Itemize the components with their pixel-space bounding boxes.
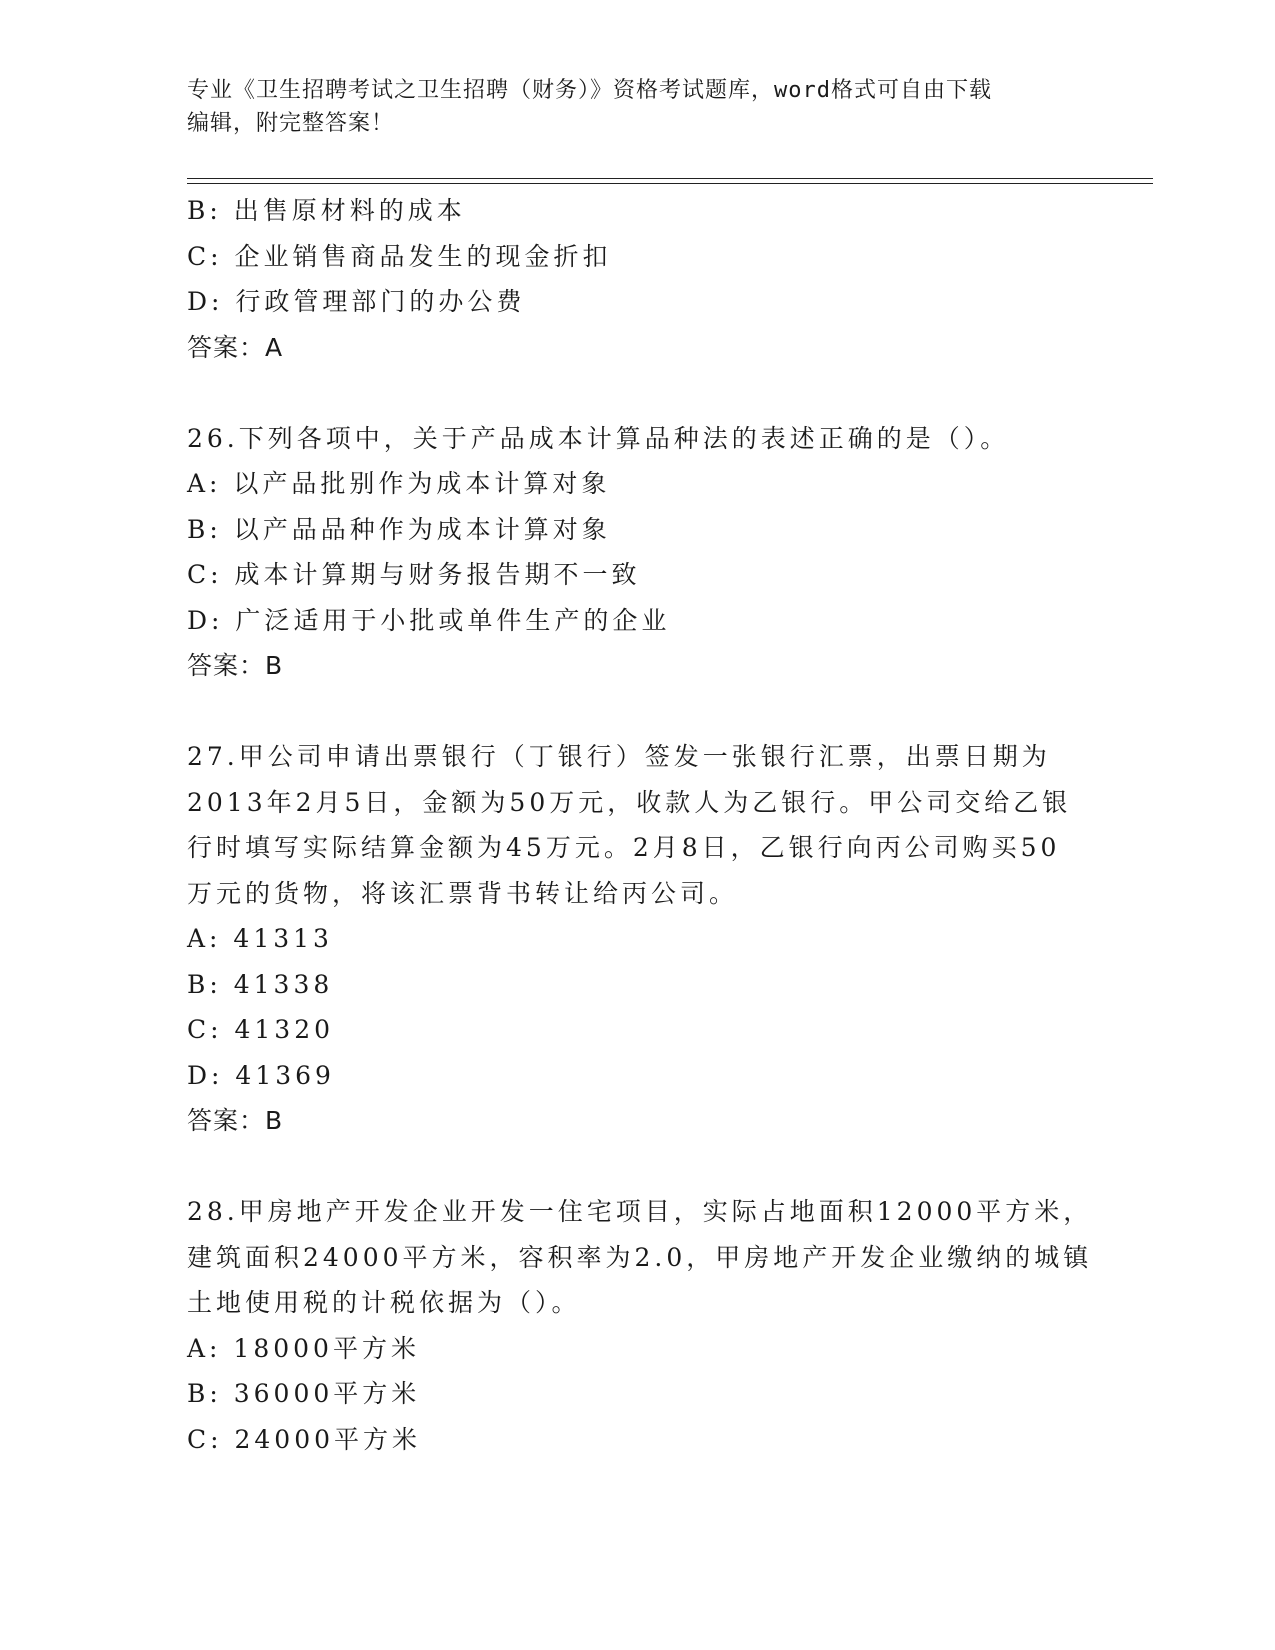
option-d: D: 41369 xyxy=(187,1060,335,1090)
option-b: B: 41338 xyxy=(187,969,334,999)
document-header xyxy=(187,74,1067,140)
spacer xyxy=(187,370,1087,416)
question-text-line: 土地使用税的计税依据为（）。 xyxy=(187,1288,581,1317)
option-b: B: 36000平方米 xyxy=(187,1379,421,1408)
question-25 xyxy=(187,188,1087,370)
answer-label: 答案：B xyxy=(187,1106,284,1135)
option-b: B: 以产品品种作为成本计算对象 xyxy=(187,514,611,544)
option-c: C: 成本计算期与财务报告期不一致 xyxy=(187,560,641,589)
header-divider-top xyxy=(187,178,1153,179)
spacer xyxy=(187,1144,1087,1190)
question-text-line: 万元的货物，将该汇票背书转让给丙公司。 xyxy=(187,878,739,908)
option-a: A: 以产品批别作为成本计算对象 xyxy=(187,469,611,498)
question-list xyxy=(187,188,1093,1462)
question-text-line: 行时填写实际结算金额为45万元。2月8日，乙银行向丙公司购买50 xyxy=(187,833,1061,862)
question-27 xyxy=(187,734,1087,1144)
option-c: C: 企业销售商品发生的现金折扣 xyxy=(187,241,612,271)
option-b: B: 出售原材料的成本 xyxy=(187,196,466,225)
option-c: C: 24000平方米 xyxy=(187,1424,422,1454)
option-c: C: 41320 xyxy=(187,1015,335,1044)
answer-label: 答案：B xyxy=(187,651,284,680)
option-d: D: 广泛适用于小批或单件生产的企业 xyxy=(187,605,671,635)
header-line-2: 编辑，附完整答案！ xyxy=(187,111,395,136)
question-26 xyxy=(187,416,1087,689)
question-text-line: 28.甲房地产开发企业开发一住宅项目，实际占地面积12000平方米， xyxy=(187,1197,1093,1226)
question-text-line: 27.甲公司申请出票银行（丁银行）签发一张银行汇票，出票日期为 xyxy=(187,742,1051,771)
header-divider-bottom xyxy=(187,183,1153,184)
question-28 xyxy=(187,1189,1093,1462)
spacer xyxy=(187,689,1087,735)
option-a: A: 18000平方米 xyxy=(187,1333,420,1363)
question-text-line: 2013年2月5日，金额为50万元，收款人为乙银行。甲公司交给乙银 xyxy=(187,787,1072,817)
answer-label: 答案：A xyxy=(187,332,284,362)
option-d: D: 行政管理部门的办公费 xyxy=(187,287,526,316)
question-text: 26.下列各项中，关于产品成本计算品种法的表述正确的是（）。 xyxy=(187,423,1010,453)
question-text-line: 建筑面积24000平方米，容积率为2.0，甲房地产开发企业缴纳的城镇 xyxy=(187,1242,1093,1272)
option-a: A: 41313 xyxy=(187,924,333,953)
header-line-1: 专业《卫生招聘考试之卫生招聘（财务）》资格考试题库，word格式可自由下载 xyxy=(187,78,992,103)
